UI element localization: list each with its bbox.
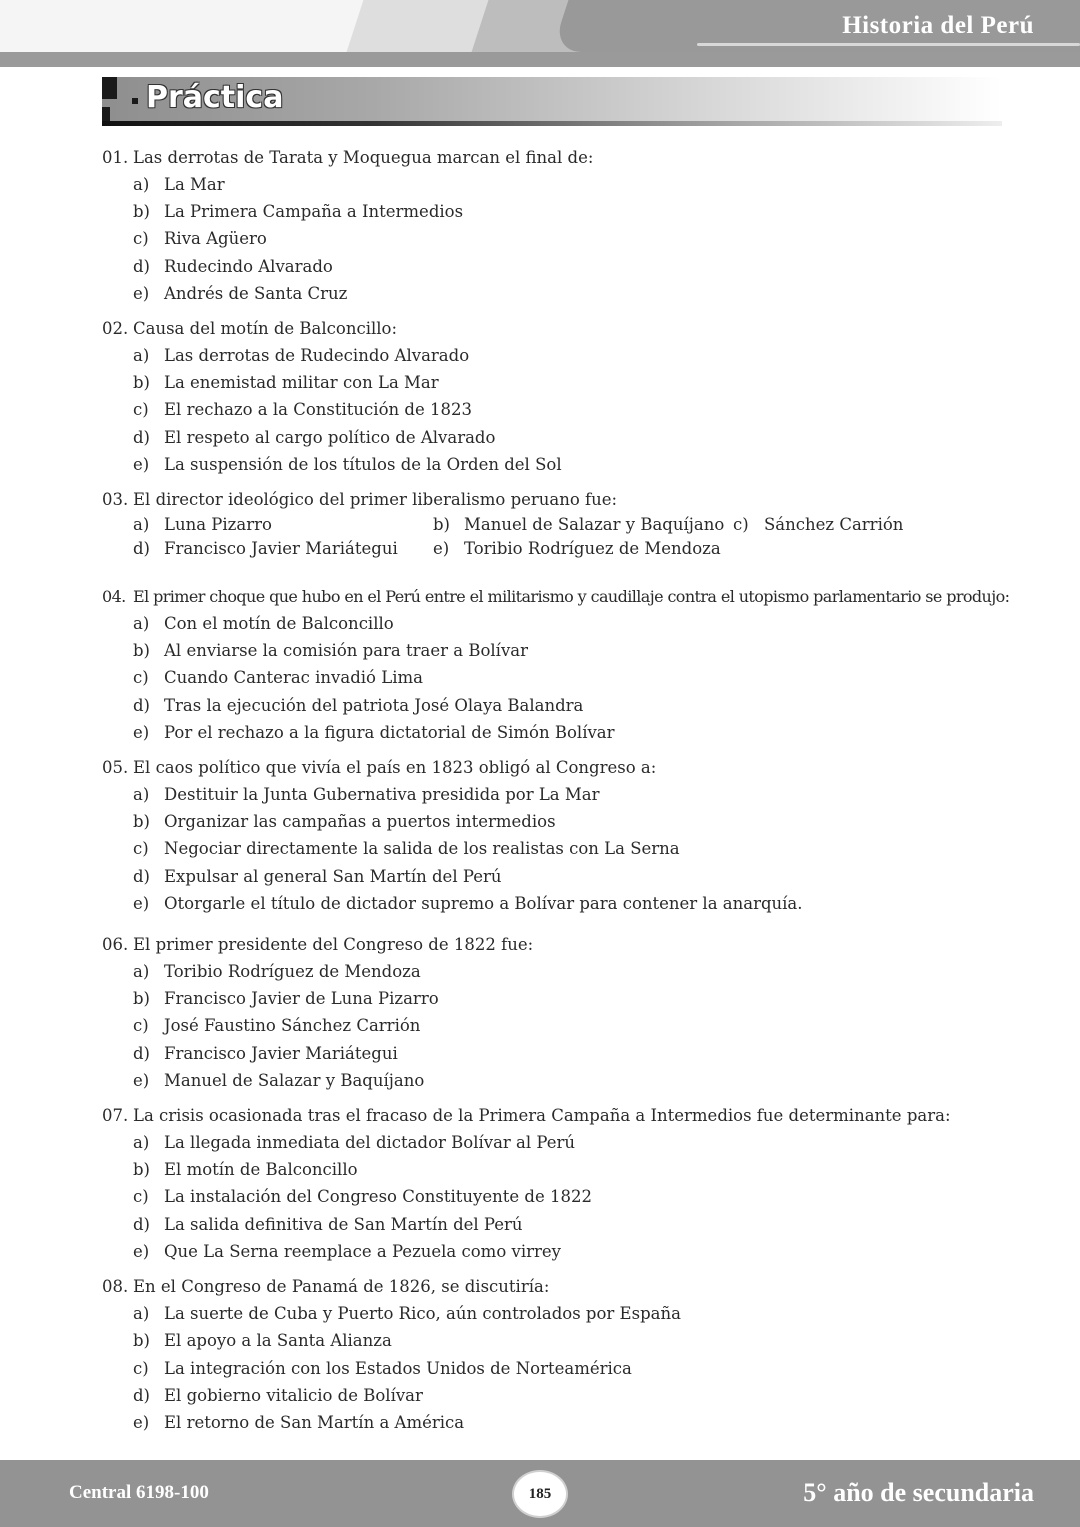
option-a <box>133 513 433 537</box>
question-list <box>102 144 1022 1444</box>
option-letter: c) <box>133 839 149 859</box>
option-list <box>133 1129 1022 1265</box>
option-list <box>133 610 1022 746</box>
question-text <box>102 583 1022 610</box>
question-08 <box>102 1273 1022 1436</box>
option-text: Con el motín de Balconcillo <box>164 614 394 634</box>
option-text: Francisco Javier Mariátegui <box>164 539 398 559</box>
question-stem: Causa del motín de Balconcillo: <box>133 319 398 339</box>
option-text: Toribio Rodríguez de Mendoza <box>164 962 421 982</box>
option-letter: d) <box>133 539 150 559</box>
option-letter: b) <box>133 1331 150 1351</box>
question-number: 08. <box>102 1277 129 1297</box>
footer-phone: Central 6198-100 <box>69 1482 209 1503</box>
option-text: El apoyo a la Santa Alianza <box>164 1331 392 1351</box>
option-d <box>133 1211 1022 1238</box>
header-divider <box>697 43 1080 46</box>
option-letter: e) <box>133 1070 150 1090</box>
option-list <box>133 781 1022 917</box>
footer-grade: 5° año de secundaria <box>803 1478 1034 1507</box>
option-text: El gobierno vitalicio de Bolívar <box>164 1385 423 1405</box>
option-list <box>133 958 1022 1094</box>
option-list <box>133 342 1022 478</box>
option-text: La suerte de Cuba y Puerto Rico, aún controlados por España <box>164 1304 681 1324</box>
question-stem: En el Congreso de Panamá de 1826, se discutiría: <box>133 1277 550 1297</box>
option-e <box>133 1238 1022 1265</box>
option-text: Que La Serna reemplace a Pezuela como virrey <box>164 1241 561 1261</box>
option-letter: d) <box>133 256 150 276</box>
option-letter: e) <box>133 893 150 913</box>
question-stem: El primer presidente del Congreso de 1822 fue: <box>133 935 534 955</box>
header-title: Historia del Perú <box>842 12 1034 39</box>
option-text: Luna Pizarro <box>164 515 272 535</box>
option-text: Al enviarse la comisión para traer a Bolívar <box>164 641 528 661</box>
option-a <box>133 1129 1022 1156</box>
question-text <box>102 1102 1022 1129</box>
option-letter: a) <box>133 785 150 805</box>
option-letter: c) <box>133 229 149 249</box>
option-e <box>133 280 1022 307</box>
option-letter: b) <box>133 989 150 1009</box>
banner-decor-block <box>102 77 117 99</box>
question-text <box>102 754 1022 781</box>
option-text: Rudecindo Alvarado <box>164 256 333 276</box>
option-a <box>133 1300 1022 1327</box>
option-text: Tras la ejecución del patriota José Olaya Balandra <box>164 695 584 715</box>
option-letter: e) <box>133 283 150 303</box>
option-text: La instalación del Congreso Constituyente de 1822 <box>164 1187 592 1207</box>
question-06 <box>102 931 1022 1094</box>
option-text: Toribio Rodríguez de Mendoza <box>464 539 721 559</box>
option-text: Manuel de Salazar y Baquíjano <box>464 515 725 535</box>
option-b <box>133 369 1022 396</box>
option-text: El retorno de San Martín a América <box>164 1412 465 1432</box>
option-text: Expulsar al general San Martín del Perú <box>164 866 502 886</box>
option-letter: d) <box>133 1043 150 1063</box>
option-letter: b) <box>133 373 150 393</box>
page-header <box>0 0 1080 67</box>
option-text: El respeto al cargo político de Alvarado <box>164 427 496 447</box>
option-text: Organizar las campañas a puertos intermedios <box>164 812 556 832</box>
option-c <box>133 664 1022 691</box>
option-text: Francisco Javier Mariátegui <box>164 1043 398 1063</box>
option-c <box>133 1355 1022 1382</box>
option-letter: a) <box>133 614 150 634</box>
option-e <box>133 1409 1022 1436</box>
question-01 <box>102 144 1022 307</box>
option-a <box>133 342 1022 369</box>
section-title: Práctica <box>146 80 284 115</box>
option-b <box>433 513 733 537</box>
option-text: Por el rechazo a la figura dictatorial de Simón Bolívar <box>164 722 615 742</box>
option-letter: a) <box>133 962 150 982</box>
option-text: Destituir la Junta Gubernativa presidida por La Mar <box>164 785 600 805</box>
option-letter: a) <box>133 515 150 535</box>
question-02 <box>102 315 1022 478</box>
option-text: La Primera Campaña a Intermedios <box>164 202 464 222</box>
option-c <box>133 1183 1022 1210</box>
option-a <box>133 610 1022 637</box>
option-c <box>133 396 1022 423</box>
option-text: Manuel de Salazar y Baquíjano <box>164 1070 425 1090</box>
question-text <box>102 486 1022 513</box>
option-b <box>133 637 1022 664</box>
question-stem: La crisis ocasionada tras el fracaso de la Primera Campaña a Intermedios fue determinante para: <box>133 1106 951 1126</box>
option-text: Francisco Javier de Luna Pizarro <box>164 989 439 1009</box>
option-b <box>133 1156 1022 1183</box>
option-e <box>133 719 1022 746</box>
question-number: 02. <box>102 319 129 339</box>
question-stem: El primer choque que hubo en el Perú entre el militarismo y caudillaje contra el utopismo parlamentario se produjo: <box>133 587 1010 607</box>
option-e <box>133 1067 1022 1094</box>
question-text <box>102 144 1022 171</box>
option-letter: e) <box>133 1412 150 1432</box>
option-a <box>133 958 1022 985</box>
option-text: La llegada inmediata del dictador Bolívar al Perú <box>164 1133 576 1153</box>
option-text: La salida definitiva de San Martín del Perú <box>164 1214 523 1234</box>
option-list <box>133 1300 1022 1436</box>
option-letter: b) <box>133 641 150 661</box>
section-banner <box>102 77 1002 123</box>
option-letter: d) <box>133 695 150 715</box>
question-number: 04. <box>102 587 126 607</box>
option-text: La suspensión de los títulos de la Orden del Sol <box>164 454 562 474</box>
option-letter: d) <box>133 1214 150 1234</box>
option-e <box>133 890 1022 917</box>
option-b <box>133 1327 1022 1354</box>
option-grid <box>133 513 1022 561</box>
option-letter: a) <box>133 346 150 366</box>
option-letter: b) <box>133 1160 150 1180</box>
option-text: José Faustino Sánchez Carrión <box>164 1016 421 1036</box>
page-number: 185 <box>528 1485 552 1502</box>
option-letter: d) <box>133 866 150 886</box>
option-letter: b) <box>133 202 150 222</box>
option-d <box>133 1040 1022 1067</box>
question-05 <box>102 754 1022 917</box>
option-b <box>133 198 1022 225</box>
question-number: 05. <box>102 758 129 778</box>
option-text: Negociar directamente la salida de los realistas con La Serna <box>164 839 680 859</box>
bullet-icon <box>132 98 138 104</box>
option-d <box>133 863 1022 890</box>
option-text: Sánchez Carrión <box>764 515 904 535</box>
option-c <box>133 1012 1022 1039</box>
question-stem: El director ideológico del primer liberalismo peruano fue: <box>133 490 618 510</box>
option-letter: c) <box>133 1358 149 1378</box>
option-letter: a) <box>133 1304 150 1324</box>
option-text: La enemistad militar con La Mar <box>164 373 439 393</box>
option-letter: c) <box>133 1187 149 1207</box>
option-text: Otorgarle el título de dictador supremo a Bolívar para contener la anarquía. <box>164 893 803 913</box>
option-list <box>133 171 1022 307</box>
option-text: Las derrotas de Rudecindo Alvarado <box>164 346 470 366</box>
option-c <box>133 225 1022 252</box>
option-text: El rechazo a la Constitución de 1823 <box>164 400 472 420</box>
question-04 <box>102 583 1022 746</box>
question-text <box>102 931 1022 958</box>
option-letter: a) <box>133 1133 150 1153</box>
option-text: La Mar <box>164 175 225 194</box>
banner-underline <box>102 121 1002 126</box>
option-d <box>133 424 1022 451</box>
option-b <box>133 985 1022 1012</box>
option-letter: d) <box>133 1385 150 1405</box>
option-d <box>133 1382 1022 1409</box>
option-letter: b) <box>433 515 450 535</box>
option-letter: c) <box>133 668 149 688</box>
option-text: La integración con los Estados Unidos de Norteamérica <box>164 1358 632 1378</box>
option-letter: b) <box>133 812 150 832</box>
question-07 <box>102 1102 1022 1265</box>
option-letter: c) <box>133 400 149 420</box>
question-text <box>102 315 1022 342</box>
option-e <box>433 537 733 561</box>
option-a <box>133 171 1022 198</box>
option-letter: d) <box>133 427 150 447</box>
option-d <box>133 537 433 561</box>
option-letter: e) <box>133 722 150 742</box>
question-number: 03. <box>102 490 129 510</box>
option-b <box>133 808 1022 835</box>
question-number: 01. <box>102 148 129 167</box>
option-a <box>133 781 1022 808</box>
option-c <box>133 835 1022 862</box>
option-letter: c) <box>133 1016 149 1036</box>
question-number: 06. <box>102 935 129 955</box>
option-text: Andrés de Santa Cruz <box>164 283 348 303</box>
option-text: Cuando Canterac invadió Lima <box>164 668 423 688</box>
option-d <box>133 692 1022 719</box>
option-letter: e) <box>433 539 450 559</box>
option-c <box>733 513 1033 537</box>
option-e <box>133 451 1022 478</box>
question-number: 07. <box>102 1106 129 1126</box>
question-stem: Las derrotas de Tarata y Moquegua marcan el final de: <box>133 148 594 167</box>
question-03 <box>102 486 1022 561</box>
question-stem: El caos político que vivía el país en 1823 obligó al Congreso a: <box>133 758 657 778</box>
option-text: Riva Agüero <box>164 229 267 249</box>
option-d <box>133 253 1022 280</box>
question-text <box>102 1273 1022 1300</box>
page-footer <box>0 1460 1080 1527</box>
option-letter: e) <box>133 454 150 474</box>
page-number-badge <box>514 1472 566 1516</box>
option-letter: e) <box>133 1241 150 1261</box>
header-band <box>0 52 1080 67</box>
option-letter: a) <box>133 175 150 194</box>
option-text: El motín de Balconcillo <box>164 1160 358 1180</box>
option-letter: c) <box>733 515 749 535</box>
